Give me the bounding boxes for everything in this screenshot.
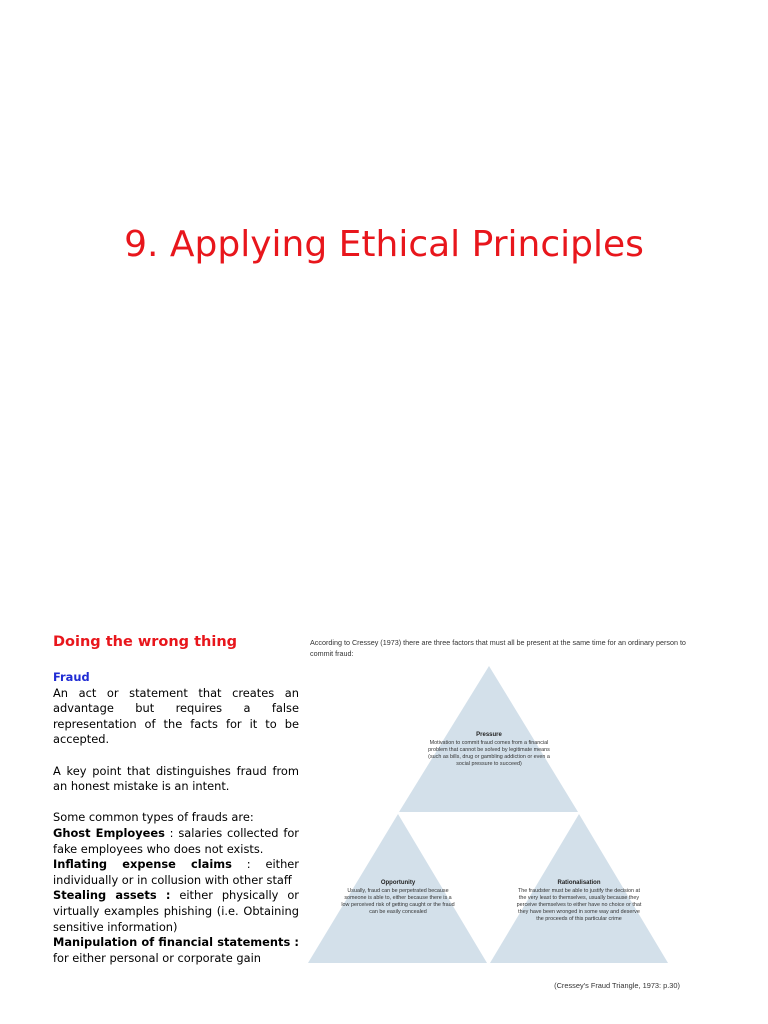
fraud-type-term: Inflating expense claims — [53, 857, 232, 872]
pressure-label: Pressure — [476, 732, 502, 738]
fraud-type-desc: either physically or virtually examples phishing (i.e. Obtaining sensitive information) — [53, 888, 299, 934]
fraud-type-desc: for either personal or corporate gain — [53, 950, 262, 965]
opportunity-label: Opportunity — [380, 880, 416, 886]
fraud-type-desc: either individually or in collusion with other staff — [53, 857, 299, 887]
opportunity-text: Usually, fraud can be perpetrated because someone is able to, either because there is a low perceived risk of getting caught or the fraud can be easily concealed — [341, 888, 455, 915]
fraud-type-desc: salaries collected for fake employees who does not exists. — [53, 825, 299, 856]
fraud-definition: An act or statement that creates an advantage but requires a false representation of the facts for it to be accepted. — [53, 685, 299, 747]
left-column — [53, 632, 299, 966]
pressure-text: Motivation to commit fraud comes from a financial problem that cannot be solved by legitimate means (such as bills, drug or gambling addiction or even a social pressure to succeed) — [428, 740, 550, 767]
fraud-type-item: Inflating expense claims : either individually or in collusion with other staff — [53, 857, 299, 887]
fraud-type-item — [53, 888, 299, 935]
types-intro: Some common types of frauds are: — [53, 810, 254, 825]
chapter-title: 9. Applying Ethical Principles — [124, 224, 644, 265]
fraud-type-term: Stealing assets : — [53, 888, 171, 903]
fraud-triangle-figure — [302, 632, 694, 992]
key-point: A key point that distinguishes fraud from an honest mistake is an intent. — [53, 763, 299, 794]
pressure-block — [427, 732, 551, 768]
fraud-type-term: Manipulation of financial statements : — [53, 935, 299, 950]
figure-caption: (Cressey's Fraud Triangle, 1973: p.30) — [554, 981, 680, 990]
fraud-label: Fraud — [53, 670, 90, 684]
rationalisation-label: Rationalisation — [557, 880, 601, 886]
rationalisation-text: The fraudster must be able to justify the decision at the very least to themselves, usually because they perceive themselves to either have no choice or that they have been wronged in some way and deserve the proceeds of this particular crime — [516, 888, 642, 922]
figure-intro: According to Cressey (1973) there are three factors that must all be present at the same time for an ordinary person to commit fraud: — [310, 638, 686, 658]
fraud-type-item: Ghost Employees : salaries collected for fake employees who does not exists. — [53, 825, 299, 856]
rationalisation-block — [516, 880, 642, 923]
opportunity-block — [340, 880, 456, 916]
section-heading: Doing the wrong thing — [53, 634, 238, 650]
fraud-type-item — [53, 935, 299, 966]
fraud-triangle-diagram — [302, 660, 694, 970]
fraud-type-term: Ghost Employees — [53, 825, 165, 840]
